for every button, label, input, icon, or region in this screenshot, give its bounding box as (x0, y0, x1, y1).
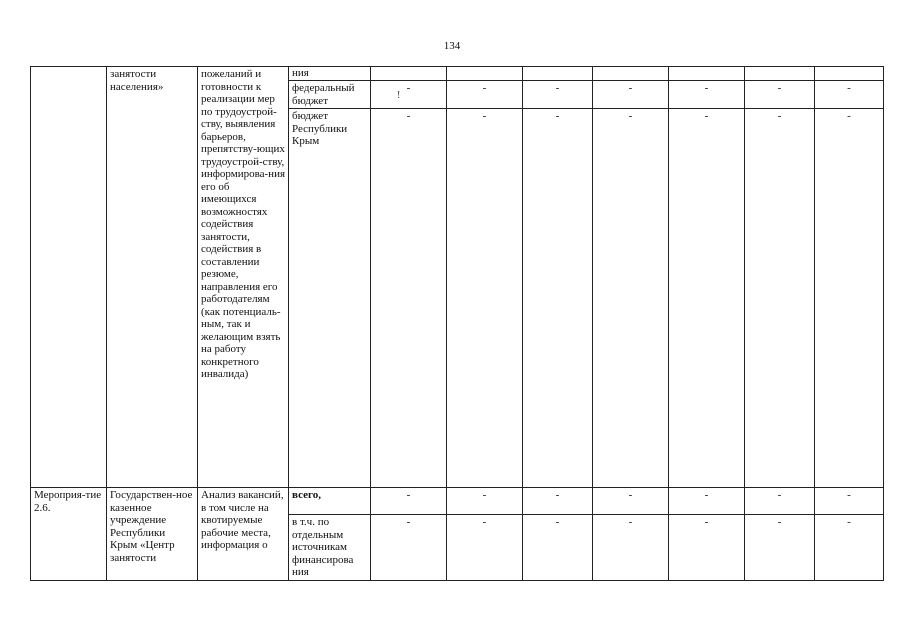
executor-cell: занятости населения» (107, 67, 198, 488)
value-cell (523, 67, 593, 81)
value-cell: - (593, 515, 669, 581)
measure-cell: Мероприя-тие 2.6. (31, 488, 107, 581)
value-cell: - (523, 109, 593, 488)
value-cell: - (447, 109, 523, 488)
value-cell: - (669, 81, 745, 109)
value-cell: - (593, 109, 669, 488)
source-cell: всего, (289, 488, 371, 515)
value-cell: - (447, 515, 523, 581)
value-cell: - (371, 81, 447, 109)
source-cell: в т.ч. по отдельным источникам финансирова ния (289, 515, 371, 581)
value-cell: - (669, 488, 745, 515)
value-cell (745, 67, 815, 81)
source-cell: федеральный бюджет (289, 81, 371, 109)
content-cell: Анализ вакансий, в том числе на квотируемые рабочие места, информация о (198, 488, 289, 581)
value-cell: - (745, 515, 815, 581)
value-cell: - (745, 109, 815, 488)
value-cell: - (815, 515, 884, 581)
value-cell: - (523, 515, 593, 581)
value-cell (447, 67, 523, 81)
value-cell (669, 67, 745, 81)
value-cell: - (669, 109, 745, 488)
value-cell: - (815, 109, 884, 488)
value-cell: - (371, 488, 447, 515)
value-cell (593, 67, 669, 81)
budget-table (30, 66, 884, 581)
value-cell: - (815, 81, 884, 109)
source-cell: бюджет Республики Крым (289, 109, 371, 488)
measure-cell (31, 67, 107, 488)
page-number: 134 (443, 40, 461, 52)
value-cell (815, 67, 884, 81)
value-cell: - (523, 81, 593, 109)
value-cell: - (669, 515, 745, 581)
value-cell: - (593, 488, 669, 515)
value-cell: - (371, 109, 447, 488)
value-cell (371, 67, 447, 81)
value-cell: - (523, 488, 593, 515)
value-cell: - (371, 515, 447, 581)
source-cell: ния (289, 67, 371, 81)
value-cell: - (447, 81, 523, 109)
value-cell: - (447, 488, 523, 515)
value-cell: - (815, 488, 884, 515)
table-row (31, 488, 884, 515)
executor-cell: Государствен-ное казенное учреждение Республики Крым «Центр занятости (107, 488, 198, 581)
value-cell: - (745, 488, 815, 515)
table-row (31, 67, 884, 81)
value-cell: - (593, 81, 669, 109)
content-cell: пожеланий и готовности к реализации мер по трудоустрой-ству, выявления барьеров, препятству-ющих трудоустрой-ству, информирова-ния его об имеющихся возможностях содействия занятости, содействия в составлении резюме, направления его работодателям (как потенциаль-ным, так и желающим взять на работу конкретного инвалида) (198, 67, 289, 488)
value-cell: - (745, 81, 815, 109)
exclamation-mark: ! (397, 90, 401, 101)
